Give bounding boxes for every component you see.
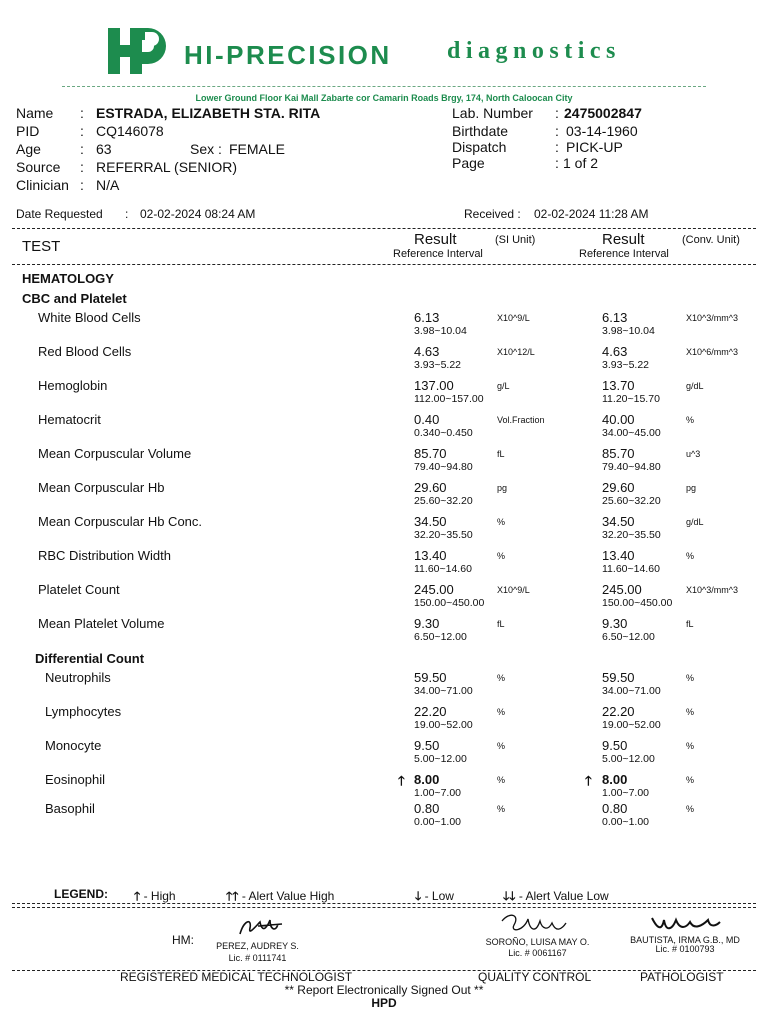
si-result-value: 9.30 (414, 616, 440, 631)
conv-result-value: 29.60 (602, 480, 635, 495)
test-name: Hemoglobin (38, 378, 108, 393)
legend-alert-high: 🡑🡑 - Alert Value High (226, 889, 335, 903)
patient-age: 63 (96, 141, 112, 157)
patient-pid: CQ146078 (96, 123, 164, 139)
conv-reference-interval: 34.00~71.00 (602, 685, 661, 697)
conv-ref-interval-header: Reference Interval (579, 248, 669, 260)
si-unit: X10^9/L (497, 585, 530, 595)
pathologist-title: PATHOLOGIST (640, 970, 724, 984)
conv-reference-interval: 3.98~10.04 (602, 325, 655, 337)
lab-number-label: Lab. Number (452, 105, 533, 121)
conv-unit-header: (Conv. Unit) (682, 234, 740, 246)
si-unit: X10^9/L (497, 313, 530, 323)
colon: : (555, 123, 559, 139)
conv-unit: pg (686, 483, 697, 493)
patient-sex: FEMALE (229, 141, 286, 157)
si-reference-interval: 0.340~0.450 (414, 427, 473, 439)
test-name: Platelet Count (38, 582, 120, 597)
conv-result-value: 245.00 (602, 582, 642, 597)
conv-result-value: 85.70 (602, 446, 635, 461)
test-name: Hematocrit (38, 412, 101, 427)
header-divider (62, 86, 706, 87)
test-name: Mean Corpuscular Hb Conc. (38, 514, 203, 529)
conv-result-value: 13.70 (602, 378, 635, 393)
si-reference-interval: 0.00~1.00 (414, 816, 462, 828)
dispatch-label: Dispatch (452, 139, 507, 155)
medtech-title: REGISTERED MEDICAL TECHNOLOGIST (120, 970, 353, 984)
test-name: Neutrophils (45, 670, 111, 685)
brand-tagline: diagnostics (447, 38, 621, 64)
lab-address: Lower Ground Floor Kai Mall Zabarte cor Camarin Roads Brgy, 174, North Caloocan City (195, 93, 573, 103)
conv-unit: % (686, 707, 695, 717)
pathologist-license: Lic. # 0100793 (655, 944, 715, 954)
si-unit: % (497, 775, 506, 785)
received-label: Received : (464, 207, 521, 221)
date-requested-label: Date Requested (16, 207, 103, 221)
si-reference-interval: 1.00~7.00 (414, 787, 462, 799)
qc-name: SOROÑO, LUISA MAY O. (485, 937, 590, 947)
section-hematology: HEMATOLOGY (22, 271, 114, 286)
hm-label: HM: (172, 933, 194, 947)
medtech-license: Lic. # 0111741 (228, 953, 287, 963)
test-name: White Blood Cells (38, 310, 141, 325)
si-reference-interval: 3.93~5.22 (414, 359, 462, 371)
source-label: Source (16, 159, 61, 175)
sex-label: Sex : (190, 141, 222, 157)
test-column-header: TEST (22, 238, 61, 255)
si-result-value: 6.13 (414, 310, 440, 325)
si-reference-interval: 112.00~157.00 (414, 393, 484, 405)
qc-title: QUALITY CONTROL (478, 970, 592, 984)
conv-result-value: 13.40 (602, 548, 635, 563)
conv-unit: X10^3/mm^3 (686, 313, 738, 323)
conv-result-value: 4.63 (602, 344, 628, 359)
page-number: 1 of 2 (563, 155, 599, 171)
conv-unit: % (686, 775, 695, 785)
medtech-name: PEREZ, AUDREY S. (216, 941, 299, 951)
name-label: Name (16, 105, 54, 121)
test-name: Mean Corpuscular Volume (38, 446, 192, 461)
conv-result-value: 8.00 (602, 772, 628, 787)
si-reference-interval: 79.40~94.80 (414, 461, 473, 473)
conv-unit: X10^6/mm^3 (686, 347, 738, 357)
conv-result-value: 9.30 (602, 616, 628, 631)
si-unit: pg (497, 483, 508, 493)
birthdate-label: Birthdate (452, 123, 509, 139)
brand-name: HI-PRECISION (184, 40, 392, 70)
si-result-header: Result (414, 231, 457, 248)
patient-name: ESTRADA, ELIZABETH STA. RITA (96, 105, 321, 121)
si-unit: % (497, 517, 506, 527)
date-requested: 02-02-2024 08:24 AM (140, 207, 256, 221)
conv-reference-interval: 1.00~7.00 (602, 787, 650, 799)
conv-reference-interval: 11.20~15.70 (602, 393, 660, 405)
si-result-value: 29.60 (414, 480, 447, 495)
company-logo (108, 28, 172, 74)
double-arrow-down-icon: 🡓🡓 (503, 889, 516, 903)
dispatch-value: PICK-UP (566, 139, 623, 155)
arrow-down-icon: 🡓 (415, 889, 422, 903)
test-name: Basophil (45, 801, 95, 816)
conv-unit: fL (686, 619, 694, 629)
conv-reference-interval: 5.00~12.00 (602, 753, 655, 765)
si-reference-interval: 6.50~12.00 (414, 631, 467, 643)
qc-license: Lic. # 0061167 (508, 948, 567, 958)
test-name: Lymphocytes (45, 704, 122, 719)
si-reference-interval: 34.00~71.00 (414, 685, 473, 697)
table-top-divider (12, 228, 756, 229)
patient-birthdate: 03-14-1960 (566, 123, 638, 139)
colon: : (80, 177, 84, 193)
si-unit: % (497, 804, 506, 814)
colon: : (80, 123, 84, 139)
si-result-value: 245.00 (414, 582, 454, 597)
lab-number: 2475002847 (564, 105, 642, 121)
conv-result-value: 0.80 (602, 801, 628, 816)
patient-source: REFERRAL (SENIOR) (96, 159, 238, 175)
test-name: Mean Platelet Volume (38, 616, 165, 631)
si-unit-header: (SI Unit) (495, 234, 536, 246)
si-result-value: 22.20 (414, 704, 447, 719)
si-unit: % (497, 551, 506, 561)
si-result-value: 8.00 (414, 772, 440, 787)
clinician-label: Clinician (16, 177, 69, 193)
si-unit: fL (497, 449, 505, 459)
colon: : (80, 159, 84, 175)
colon: : (555, 155, 559, 171)
conv-unit: g/dL (686, 381, 704, 391)
colon: : (555, 105, 559, 121)
si-result-value: 4.63 (414, 344, 440, 359)
date-received: 02-02-2024 11:28 AM (534, 207, 649, 221)
double-arrow-up-icon: 🡑🡑 (226, 889, 239, 903)
si-result-value: 137.00 (414, 378, 454, 393)
medtech-signature (200, 912, 315, 942)
test-name: Monocyte (45, 738, 102, 753)
page-label: Page (452, 155, 485, 171)
si-result-value: 0.40 (414, 412, 440, 427)
si-unit: fL (497, 619, 505, 629)
conv-unit: % (686, 804, 695, 814)
conv-reference-interval: 25.60~32.20 (602, 495, 661, 507)
test-name: Eosinophil (45, 772, 105, 787)
section-cbc-platelet: CBC and Platelet (22, 291, 127, 306)
conv-reference-interval: 150.00~450.00 (602, 597, 673, 609)
conv-unit: % (686, 673, 695, 683)
test-name: RBC Distribution Width (38, 548, 171, 563)
si-reference-interval: 5.00~12.00 (414, 753, 467, 765)
conv-result-value: 22.20 (602, 704, 635, 719)
si-result-value: 0.80 (414, 801, 440, 816)
legend-title: LEGEND: (54, 887, 108, 901)
conv-reference-interval: 32.20~35.50 (602, 529, 661, 541)
si-reference-interval: 3.98~10.04 (414, 325, 467, 337)
arrow-up-icon: 🡑 (134, 889, 141, 903)
colon: : (125, 207, 129, 221)
si-reference-interval: 32.20~35.50 (414, 529, 473, 541)
footer-code: HPD (371, 996, 397, 1010)
conv-unit: g/dL (686, 517, 704, 527)
legend-alert-low: 🡓🡓 - Alert Value Low (503, 889, 609, 903)
si-unit: Vol.Fraction (497, 415, 545, 425)
colon: : (80, 105, 84, 121)
conv-reference-interval: 11.60~14.60 (602, 563, 660, 575)
test-name: Mean Corpuscular Hb (38, 480, 165, 495)
table-header-divider (12, 264, 756, 265)
pathologist-signature (622, 910, 747, 936)
legend-divider-1 (12, 903, 756, 904)
conv-result-value: 40.00 (602, 412, 635, 427)
si-result-value: 9.50 (414, 738, 440, 753)
conv-result-value: 34.50 (602, 514, 635, 529)
conv-unit: % (686, 741, 695, 751)
conv-unit: u^3 (686, 449, 701, 459)
conv-reference-interval: 3.93~5.22 (602, 359, 650, 371)
pathologist-name: BAUTISTA, IRMA G.B., MD (630, 935, 740, 945)
high-flag-arrow-icon: 🡑 (398, 773, 405, 788)
si-reference-interval: 19.00~52.00 (414, 719, 473, 731)
si-reference-interval: 11.60~14.60 (414, 563, 472, 575)
si-reference-interval: 150.00~450.00 (414, 597, 485, 609)
conv-reference-interval: 19.00~52.00 (602, 719, 661, 731)
si-reference-interval: 25.60~32.20 (414, 495, 473, 507)
high-flag-arrow-icon: 🡑 (585, 773, 592, 788)
conv-result-value: 59.50 (602, 670, 635, 685)
conv-reference-interval: 6.50~12.00 (602, 631, 655, 643)
electronic-signature-note: ** Report Electronically Signed Out ** (284, 983, 484, 997)
conv-reference-interval: 0.00~1.00 (602, 816, 650, 828)
si-result-value: 13.40 (414, 548, 447, 563)
conv-unit: % (686, 415, 695, 425)
colon: : (80, 141, 84, 157)
legend-divider-2 (12, 907, 756, 908)
si-result-value: 85.70 (414, 446, 447, 461)
si-unit: X10^12/L (497, 347, 535, 357)
si-unit: g/L (497, 381, 510, 391)
si-result-value: 34.50 (414, 514, 447, 529)
pid-label: PID (16, 123, 40, 139)
si-unit: % (497, 707, 506, 717)
si-unit: % (497, 673, 506, 683)
legend-high: 🡑 - High (134, 889, 176, 903)
si-unit: % (497, 741, 506, 751)
section-differential-count: Differential Count (35, 651, 145, 666)
conv-reference-interval: 34.00~45.00 (602, 427, 661, 439)
conv-result-value: 9.50 (602, 738, 628, 753)
conv-unit: X10^3/mm^3 (686, 585, 738, 595)
conv-result-header: Result (602, 231, 645, 248)
si-result-value: 59.50 (414, 670, 447, 685)
conv-unit: % (686, 551, 695, 561)
colon: : (555, 139, 559, 155)
conv-reference-interval: 79.40~94.80 (602, 461, 661, 473)
legend-low: 🡓 - Low (415, 889, 454, 903)
patient-clinician: N/A (96, 177, 120, 193)
age-label: Age (16, 141, 41, 157)
test-name: Red Blood Cells (38, 344, 132, 359)
conv-result-value: 6.13 (602, 310, 628, 325)
si-ref-interval-header: Reference Interval (393, 248, 483, 260)
